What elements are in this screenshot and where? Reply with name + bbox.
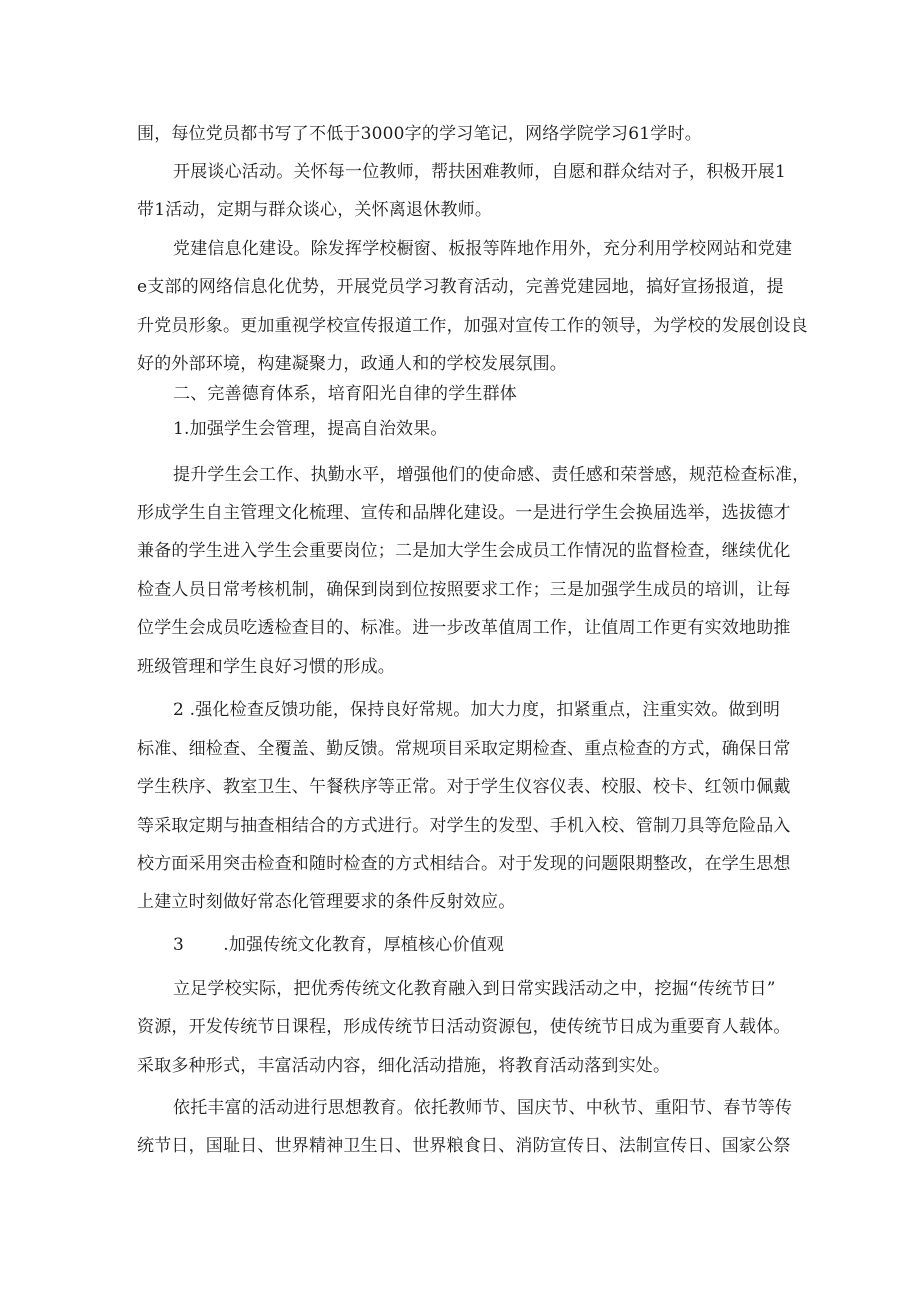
text-line: 位学生会成员吃透检查目的、标准。进一步改革值周工作，让值周工作更有实效地助推 <box>137 618 791 638</box>
text-line: 开展谈心活动。关怀每一位教师，帮扶困难教师，自愿和群众结对子，积极开展1 <box>173 162 787 182</box>
text-line: 班级管理和学生良好习惯的形成。 <box>137 657 395 677</box>
subsection-heading: 3 .加强传统文化教育，厚植核心价值观 <box>173 935 505 955</box>
text-line: 学生秩序、教室卫生、午餐秩序等正常。对于学生仪容仪表、校服、校卡、红领巾佩戴 <box>137 777 791 797</box>
text-line: 标准、细检查、全覆盖、勤反馈。常规项目采取定期检查、重点检查的方式，确保日常 <box>137 739 791 759</box>
subsection-heading: 1.加强学生会管理，提高自治效果。 <box>173 419 448 439</box>
text-line: 统节日，国耻日、世界精神卫生日、世界粮食日、消防宣传日、法制宣传日、国家公祭 <box>137 1136 791 1156</box>
text-line: 立足学校实际，把优秀传统文化教育融入到日常实践活动之中，挖掘“传统节日” <box>173 979 776 999</box>
text-line: 上建立时刻做好常态化管理要求的条件反射效应。 <box>137 892 516 912</box>
text-line: 依托丰富的活动进行思想教育。依托教师节、国庆节、中秋节、重阳节、春节等传 <box>173 1098 793 1118</box>
text-line: 采取多种形式，丰富活动内容，细化活动措施，将教育活动落到实处。 <box>137 1056 671 1076</box>
text-line: 兼备的学生进入学生会重要岗位；二是加大学生会成员工作情况的监督检查，继续优化 <box>137 541 791 561</box>
text-line: 形成学生自主管理文化梳理、宣传和品牌化建设。一是进行学生会换届选举，选拔德才 <box>137 503 791 523</box>
text-line: 提升学生会工作、执勤水平，增强他们的使命感、责任感和荣誉感，规范检查标准， <box>173 465 810 485</box>
text-line: 党建信息化建设。除发挥学校橱窗、板报等阵地作用外，充分利用学校网站和党建 <box>173 239 793 259</box>
text-line: 升党员形象。更加重视学校宣传报道工作，加强对宣传工作的领导，为学校的发展创设良 <box>137 316 808 336</box>
text-line: 2 .强化检查反馈功能，保持良好常规。加大力度，扣紧重点，注重实效。做到明 <box>173 700 781 720</box>
text-line: 校方面采用突击检查和随时检查的方式相结合。对于发现的问题限期整改，在学生思想 <box>137 854 791 874</box>
text-line: 围，每位党员都书写了不低于3000字的学习笔记，网络学院学习61学时。 <box>137 124 702 144</box>
text-line: 等采取定期与抽查相结合的方式进行。对学生的发型、手机入校、管制刀具等危险品入 <box>137 816 791 836</box>
text-line: 检查人员日常考核机制，确保到岗到位按照要求工作；三是加强学生成员的培训，让每 <box>137 580 791 600</box>
text-line: e支部的网络信息化优势，开展党员学习教育活动，完善党建园地，搞好宣扬报道，提 <box>137 277 784 297</box>
section-heading: 二、完善德育体系，培育阳光自律的学生群体 <box>173 384 517 404</box>
text-line: 资源，开发传统节日课程，形成传统节日活动资源包，使传统节日成为重要育人载体。 <box>137 1017 791 1037</box>
text-line: 好的外部环境，构建凝聚力，政通人和的学校发展氛围。 <box>137 354 567 374</box>
text-line: 带1活动，定期与群众谈心，关怀离退休教师。 <box>137 200 493 220</box>
